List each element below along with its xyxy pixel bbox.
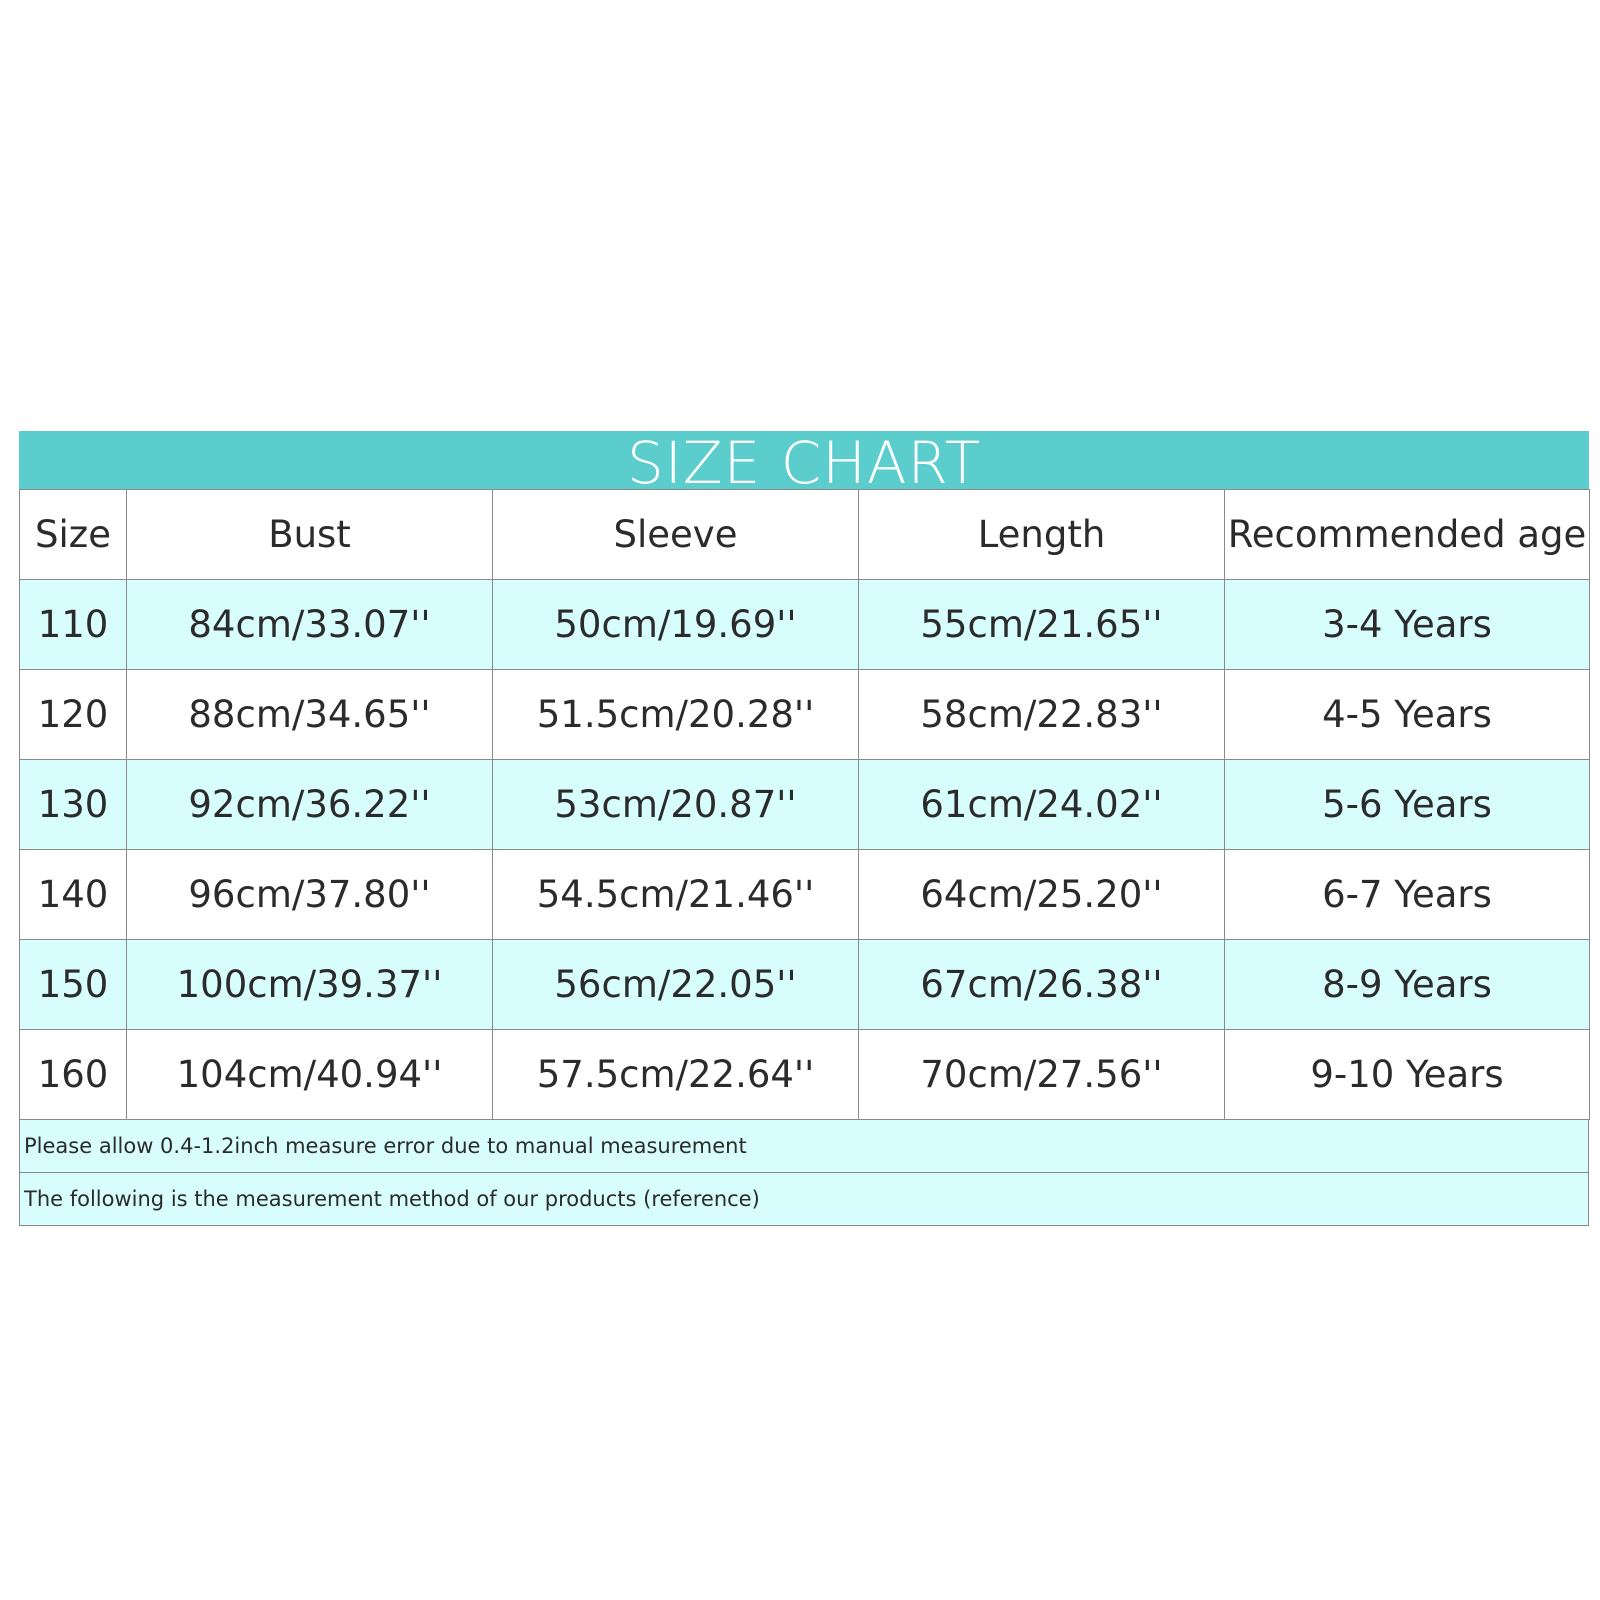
cell-length: 61cm/24.02'' [859, 760, 1225, 850]
cell-sleeve: 50cm/19.69'' [493, 580, 859, 670]
table-row [20, 1030, 1590, 1120]
table-row [20, 850, 1590, 940]
cell-recommended-age: 5-6 Years [1225, 760, 1590, 850]
notes-section [19, 1120, 1589, 1226]
cell-bust: 84cm/33.07'' [127, 580, 493, 670]
note-measure-error: Please allow 0.4-1.2inch measure error due to manual measurement [19, 1120, 1589, 1173]
cell-length: 70cm/27.56'' [859, 1030, 1225, 1120]
header-row [20, 490, 1590, 580]
cell-length: 55cm/21.65'' [859, 580, 1225, 670]
cell-size: 130 [20, 760, 127, 850]
cell-sleeve: 54.5cm/21.46'' [493, 850, 859, 940]
column-header-sleeve: Sleeve [493, 490, 859, 580]
cell-recommended-age: 8-9 Years [1225, 940, 1590, 1030]
table-row [20, 580, 1590, 670]
cell-size: 110 [20, 580, 127, 670]
size-chart [19, 431, 1589, 1226]
cell-length: 58cm/22.83'' [859, 670, 1225, 760]
table-row [20, 760, 1590, 850]
column-header-recommended-age: Recommended age [1225, 490, 1590, 580]
cell-sleeve: 56cm/22.05'' [493, 940, 859, 1030]
table-row [20, 670, 1590, 760]
size-table [19, 489, 1590, 1120]
cell-length: 67cm/26.38'' [859, 940, 1225, 1030]
column-header-length: Length [859, 490, 1225, 580]
cell-recommended-age: 9-10 Years [1225, 1030, 1590, 1120]
cell-length: 64cm/25.20'' [859, 850, 1225, 940]
cell-recommended-age: 4-5 Years [1225, 670, 1590, 760]
cell-bust: 104cm/40.94'' [127, 1030, 493, 1120]
cell-size: 140 [20, 850, 127, 940]
cell-sleeve: 51.5cm/20.28'' [493, 670, 859, 760]
cell-bust: 96cm/37.80'' [127, 850, 493, 940]
table-row [20, 940, 1590, 1030]
column-header-size: Size [20, 490, 127, 580]
cell-bust: 92cm/36.22'' [127, 760, 493, 850]
cell-size: 120 [20, 670, 127, 760]
cell-sleeve: 57.5cm/22.64'' [493, 1030, 859, 1120]
cell-recommended-age: 6-7 Years [1225, 850, 1590, 940]
cell-bust: 100cm/39.37'' [127, 940, 493, 1030]
note-measurement-method: The following is the measurement method of our products (reference) [19, 1173, 1589, 1226]
cell-sleeve: 53cm/20.87'' [493, 760, 859, 850]
cell-size: 150 [20, 940, 127, 1030]
cell-size: 160 [20, 1030, 127, 1120]
size-chart-title: SIZE CHART [19, 431, 1589, 489]
cell-bust: 88cm/34.65'' [127, 670, 493, 760]
column-header-bust: Bust [127, 490, 493, 580]
cell-recommended-age: 3-4 Years [1225, 580, 1590, 670]
